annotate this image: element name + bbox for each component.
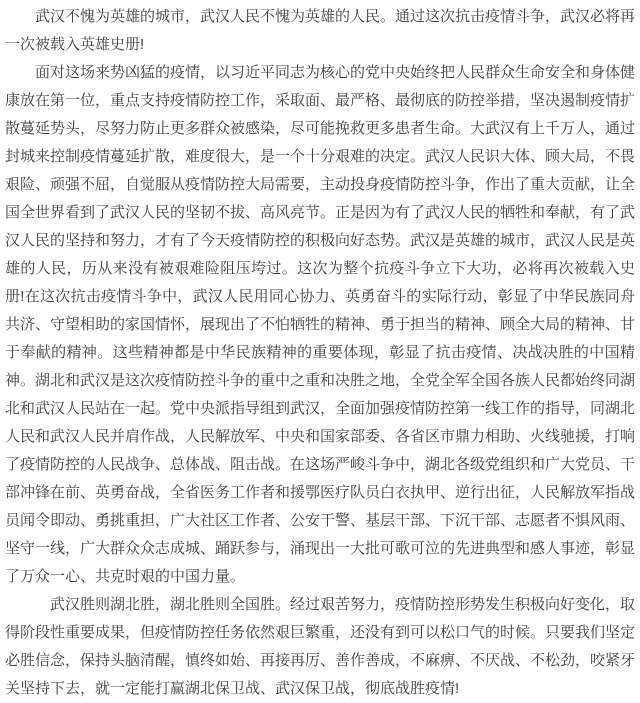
article-body bbox=[5, 3, 635, 703]
paragraph-victory-conclusion: 武汉胜则湖北胜，湖北胜则全国胜。经过艰苦努力，疫情防控形势发生积极向好变化，取得阶段性重要成果，但疫情防控任务依然艰巨繁重，还没有到可以松口气的时候。只要我们坚定必胜信念，保持头脑清醒，慎终如始、再接再厉、善作善成，不麻痹、不厌战、不松劲，咬紧牙关坚持下去，就一定能打赢湖北保卫战、武汉保卫战，彻底战胜疫情! bbox=[5, 596, 636, 697]
paragraph-heroic-city: 武汉不愧为英雄的城市，武汉人民不愧为英雄的人民。通过这次抗击疫情斗争，武汉必将再一次被载入英雄史册! bbox=[5, 8, 636, 53]
paragraph-epidemic-fight: 面对这场来势凶猛的疫情，以习近平同志为核心的党中央始终把人民群众生命安全和身体健康放在第一位，重点支持疫情防控工作，采取面、最严格、最彻底的防控举措，坚决遏制疫情扩散蔓延势头，尽努力防止更多群众被感染，尽可能挽救更多患者生命。大武汉有上千万人，通过封城来控制疫情蔓延扩散，难度很大，是一个十分艰难的决定。武汉人民识大体、顾大局，不畏艰险、顽强不屈，自觉服从疫情防控大局需要，主动投身疫情防控斗争，作出了重大贡献，让全国全世界看到了武汉人民的坚韧不拔、高风亮节。正是因为有了武汉人民的牺牲和奉献，有了武汉人民的坚持和努力，才有了今天疫情防控的积极向好态势。武汉是英雄的城市，武汉人民是英雄的人民，历从来没有被艰难险阻压垮过。这次为整个抗疫斗争立下大功，必将再次被载入史册!在这次抗击疫情斗争中，武汉人民用同心协力、英勇奋斗的实际行动，彰显了中华民族同舟共济、守望相助的家国情怀，展现出了不怕牺牲的精神、勇于担当的精神、顾全大局的精神、甘于奉献的精神。这些精神都是中华民族精神的重要体现，彰显了抗击疫情、决战决胜的中国精神。湖北和武汉是这次疫情防控斗争的重中之重和决胜之地，全党全军全国各族人民都始终同湖北和武汉人民站在一起。党中央派指导组到武汉，全面加强疫情防控第一线工作的指导，同湖北人民和武汉人民并肩作战，人民解放军、中央和国家部委、各省区市鼎力相助、火线驰援，打响了疫情防控的人民战争、总体战、阻击战。在这场严峻斗争中，湖北各级党组织和广大党员、干部冲锋在前、英勇奋战，全省医务工作者和援鄂医疗队员白衣执甲、逆行出征，人民解放军指战员闻令即动、勇挑重担，广大社区工作者、公安干警、基层干部、下沉干部、志愿者不惧风雨、坚守一线，广大群众众志成城、踊跃参与，涌现出一大批可歌可泣的先进典型和感人事迹，彰显了万众一心、共克时艰的中国力量。 bbox=[5, 64, 636, 585]
